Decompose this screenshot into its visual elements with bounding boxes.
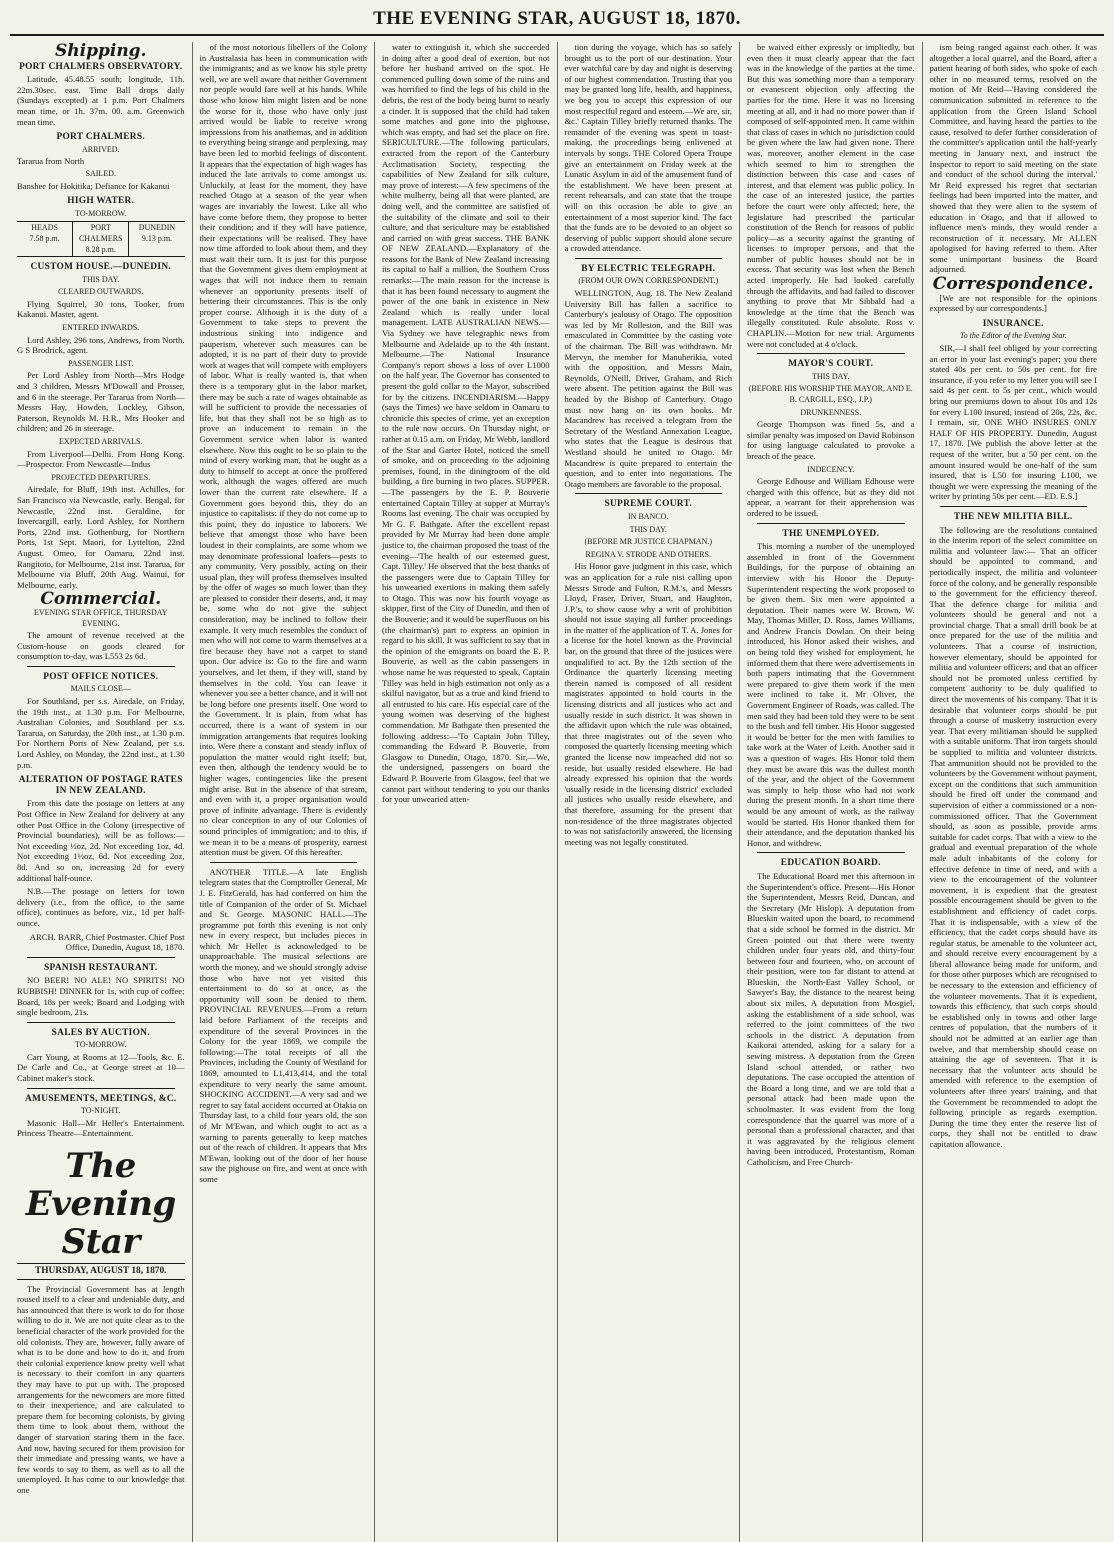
telegraph-sub: (FROM OUR OWN CORRESPONDENT.) [578,276,719,286]
divider [27,1022,175,1023]
entered-label: ENTERED INWARDS. [62,323,140,333]
divider [27,957,175,958]
court-sub: IN BANCO. [628,511,669,521]
this-day-label: THIS DAY. [82,274,120,284]
divider [757,523,905,524]
tide-cell: DUNEDIN 9.13 p.m. [138,223,176,243]
expected-label: EXPECTED ARRIVALS. [59,437,143,446]
commercial-text: The amount of revenue received at the Custom-house on goods cleared for consumption to-day, was L553 2s 6d. [17,630,185,662]
article-text: water to extinguish it, which she succeeded in doing after a good deal of exertion, but not before her husband arrived on the spot. He commenced pulling down some of the ruins and was horrified to find the legs of his child in the debris, the rest of the body being burnt to nearly a cinder. It is supposed that the child had taken some matches and gone into the pighouse, which was empty, and had set the place on fire. SERICULTURE.—The following particulars, extracted from the report of the Canterbury Acclimatisation Society, respecting the capabilities of New Zealand for silk culture, may prove of interest:—A few specimens of the white mulberry, being all that were planted, are doing well, and the committee are satisfied of the suitability of the climate and soil to their culture, and that sericulture may be established and carried on with great success. THE BANK OF NEW ZEALAND.—Explanatory of the reasons for the Bank of New Zealand increasing its capital to half a million, the Southern Cross remarks:—The main reason for the increase is that it has been found necessary to augment the power of the one bank in existence in New Zealand which is really under local management. LATE AUSTRALIAN NEWS.—Via Sydney we have telegraphic news from Melbourne and Adelaide up to the 4th instant. Melbourne.—The National Insurance Company's report shows a loss of over L1000 on the half year. The Governor has consented to present the gold collar to the Mayor, subscribed for by the citizens. INCENDIARISM.—Happy (says the Times) we have seldom in Oamaru to chronicle this species of crime, yet an exception to the rule now occurs. On Thursday night, or rather at 0.15 a.m. on Friday, Mr Webb, landlord of the Star and Garter Hotel, noticed the smell of smoke, and on proceeding to the adjoining premises, found, in the diningroom of the old building, a fire burning in two places. SUPPER.—The passengers by the E. P. Bouverie entertained Captain Tilley at supper at Murray's Rooms last evening. The chair was occupied by Mr G. F. Bathgate. After the excellent repast provided by Mr Murray had been done ample justice to, the chairman proposed the toast of the evening—'The health of our esteemed guest, Capt. Tilley.' He observed that the best thanks of the passengers were due to Captain Tilley for his unwearied exertions in making them safely to Otago. This was now his fourth voyage as skipper, first of the City of Dunedin, and then of the Bouverie; and it would be superfluous on his (the chairman's) part to express an opinion in regard to his skill. It was sufficient to say that in the opinion of the emigrants on board the E. P. Bouverie, as well as the cabin passengers in whose name he was requested to speak, Captain Tilley was held in high estimation not only as a skilful navigator, but as a true and kind friend to all entrusted to his care. His especial care of the young women was deserving of the highest commendation. Mr Bathgate then presented the following address:—'To Captain John Tilley, commanding the Edward P. Bouverie, from Glasgow to Dunedin, Otago, 1870. Sir,—We, the undersigned, passengers on board the Edward P. Bouverie from Glasgow, feel that we cannot part without tendering to you our thanks for your unwearied atten- [382,42,550,805]
post-office-heading: POST OFFICE NOTICES. [43,671,159,682]
amusements-text: Masonic Hall—Mr Heller's Entertainment. Princess Theatre—Entertainment. [17,1117,185,1139]
divider [940,506,1088,507]
columns [10,42,1104,1542]
nb-text: N.B.—The postage on letters for town delivery (i.e., from the office, to the same office), continues as before, viz., 1d per half-ounce. [17,886,185,928]
masthead: THE EVENING STAR, AUGUST 18, 1870. [10,8,1104,36]
education-heading: EDUCATION BOARD. [780,858,881,869]
divider [27,1088,175,1089]
court-day: THIS DAY. [629,524,667,534]
dateline: THURSDAY, AUGUST 18, 1870. [17,1263,185,1280]
mayor-text: George Edhouse and William Edhouse were charged with this offence, but as they did not appear, a warrant for their apprehension was ordered to be issued. [747,476,915,518]
divider [210,862,358,863]
article-text: of the most notorious libellers of the Colony in Australasia has been in communication with the immigrants; and as we know his style pretty well, we are well aware that neither Government nor people would fare well at his hands. While those who know him might listen and be none the worse for it, those who have only just arrived would be liable to receive wrong impressions from his anathemas, and in addition to everything being strange and perplexing, may have been led to morbid feelings of discontent. It appears that the expectation of high wages has induced the late arrivals to come amongst us. Unluckily, at least for the moment, they have reached Otago at a season of the year when wages are invariably the lowest. Like all who have come before them, they propose to better their condition; and if they will have patience, their expectations will be realised. They have now time afforded to look about them, and they must wait their turn. It is just for this purpose that the Government gives them employment at wages that will not induce them to remain whenever an opportunity presents itself of bettering their circumstances. This is the only proper course. Although it is the duty of a Government to take steps to prevent the industrious sinking into indigence and pauperism, wherever such measures can be adopted, it is no part of their duty to provide work at wages that will compete with employers of labor. What is really wanted is, that when there is a temporary glut in the labor market, there may be such a rate of wages obtainable as will be sufficient to provide the necessaries of life, but that they shall not be so high as to prove an inducement to remain in the Government service when labor is wanted elsewhere. Now this ought to be so plain to the mind of every working man, that he ought as a duty to himself to accept at once the proffered work, although the wages offered are much lower than the current rate elsewhere. If a Government goes beyond this, they do an injustice to capitalists: if they do not come up to this point, they do injustice to laborers. We believe that amongst those who have been loudest in their complaints, are some whom we may denominate professional loafers—pests to any community. Very possibly, acting on their usual plan, they will profess themselves insulted by the offer of wages so much lower than they are pleased to consider their deserts, and, it may be, some who do not give the subject consideration, may be inclined to follow their example. It very much resembles the conduct of men who will not come to warm themselves at a fire because they have not a carpet to stand upon. Our advice is: Go to the fire and warm yourselves, and let them, if they will, stand by themselves in the cold. You can leave it whenever you see a better chance, and it will not be long before one presents itself. One word to the Government. It is plain, from what has occurred, there is a want of system in our immigration arrangements that requires looking into. Were there a constant and steady influx of population the matter would right itself; but, even then, although the tendency would be to higher wages, contingencies like the present might arise. But in the absence of that stream, and even with it, a proper organisation would prove of infinite advantage. There is evidently no clear conception in any of our Colonies of sound principles of immigration; and to this, if we mean it to be a means of prosperity, earnest attention must be given. Of this hereafter. [199,42,368,858]
projected-text: Airedale, for Bluff, 19th inst. Achilles, for San Francisco via Newcastle, early. Bengal, for Newcastle, 22nd inst. Geraldine, for Invercargill, early. Lord Ashley, for Northern Ports, 22nd inst. Gothenburg, for Northern Ports, 1st Sept. Maori, for Lyttelton, 22nd August. Omeo, for Oamaru, 22nd inst. Rangitoto, for Melbourne, 21st inst. Tararua, for Melbourne via Bluff, 20th Aug. Wainui, for Melbourne, early. [17,484,185,590]
column-2 [193,42,376,1542]
article-text: tion during the voyage, which has so safely brought us to the port of our destination. Your ever watchful care by day and night is deserving of our highest commendation. Trusting that you may be granted long life, health, and happiness, we beg you to accept this expression of our most respectful regard and esteem.—We are, sir, &c.' Captain Tilley briefly returned thanks. The remainder of the evening was spent in toast-making, the proceedings being enlivened at intervals by songs. THE Colored Opera Troupe give an entertainment on Friday week at the Lunatic Asylum in aid of the amusement fund of the establishment. We have been present at recent rehearsals, and can state that the troupe will on this occasion be able to give an entertainment of a most superior kind. The fact that the funds are to be devoted to an object so deserving of public support should alone secure a crowded attendance. [564,42,732,254]
observatory-heading: PORT CHALMERS OBSERVATORY. [19,61,183,72]
post-text: For Southland, per s.s. Airedale, on Friday, the 19th inst., at 1.30 p.m. For Melbourne, Australian Colonies, and Southland per s.s. Tararua, on Saturday, the 20th inst., at 1.30 p.m. For Northern Ports of New Zealand, per s.s. Lord Ashley, on Monday, the 22nd inst., at 1.30 p.m. [17,696,185,770]
alteration-text: From this date the postage on letters at any Post Office in New Zealand for delivery at any other Post Office in the Colony (irrespective of Provincial boundaries), will be as follows:— Not exceeding ½oz, 2d. Not exceeding 1oz, 4d. Not exceeding 1½oz, 6d. Not exceeding 2oz, 8d. And so on, increasing 2d for every additional half-ounce. [17,798,185,883]
shipping-heading: Shipping. [55,42,147,61]
entered-text: Lord Ashley, 296 tons, Andrews, from North. G S Brodrick, agent. [17,334,185,356]
sales-sub: TO-MORROW. [75,1040,127,1050]
insurance-to: To the Editor of the Evening Star. [959,331,1067,341]
telegraph-heading: BY ELECTRIC TELEGRAPH. [581,263,716,274]
court-text: His Honor gave judgment in this case, which was an application for a rule nisi calling upon Messrs Strode and Fulton, R.M.'s, and Messrs Lloyd, Fraser, Driver, Stuart, and Haughton, J.P.'s, to show cause why a writ of prohibition should not issue staying all further proceedings in the matter of the application of T. A. Jones for a license for the hotel known as the Provincial bar, on the ground that three of the justices were unqualified to act. By the 12th section of the Ordinance the quarterly licensing meeting therein named is composed of all resident magistrates appointed to hold courts in the licensing districts and all justices who act and usually reside in such district. It was shown in the affidavit upon which the rule was obtained, that three magistrates out of the seven who composed the quarterly licensing meeting which granted the license now impeached did not so reside, but usually resided elsewhere. He had already expressed his opinion that the words 'usually reside in the licensing district' excluded all justices who usually reside elsewhere, and that therefore, assuming for the present that non-residence of the three magistrates objected to was not satisfactorily answered, the licensing meeting was not legally constituted. [564,561,732,847]
sales-text: Carr Young, at Rooms at 12—Tools, &c. E. De Carle and Co., at George street at 10—Cabinet maker's stock. [17,1051,185,1084]
spanish-heading: SPANISH RESTAURANT. [43,962,158,973]
court-case: REGINA V. STRODE AND OTHERS. [585,549,711,559]
high-water-heading: HIGH WATER. [67,196,135,207]
postmaster-signature: ARCH. BARR, Chief Postmaster. Chief Post Office, Dunedin, August 18, 1870. [29,931,185,953]
commercial-heading: Commercial. [40,589,162,610]
custom-house-heading: CUSTOM HOUSE.—DUNEDIN. [30,262,172,273]
cleared-text: Flying Squirrel, 30 tons, Tooker, from Kakanui. Master, agent. [17,298,185,320]
leader-text: The Provincial Government has at length roused itself to a clear and undeniable duty, and has announced that there is work to do for those willing to do it. We are not quite clear as to the beneficial character of the work provided for the old colonists. They are, however, fully aware of what is to be done and how to do it, and from their colonial experience know pretty well what is necessary to their comfort in any quarters they may have to put up with. The proposed arrangements for the newcomers are more fitted to their inexperience, and are calculated to prepare them for becoming colonists, by giving them time to look about them, without the danger of starvation staring them in the face. And now, having secured for them provision for their immediate and pressing wants, we have a few words to say to them, as well as to all the unemployed. It has come to our knowledge that one [17,1283,185,1495]
correspondence-heading: Correspondence. [932,274,1094,295]
column-6 [923,42,1105,1542]
divider [575,258,723,259]
alteration-heading: ALTERATION OF POSTAGE RATES IN NEW ZEALAND. [18,775,183,796]
unemployed-text: This morning a number of the unemployed assembled in front of the Government Buildings, for the purpose of obtaining an interview with his Honor the Deputy-Superintendent respecting the work proposed to be given them. Six men were appointed a deputation. Their names were W. Brown, W. May, Thomas Miller, D. Ross, James Williams, and Andrew Francis Dowlan. On their being introduced, his Honor asked their wishes, and on being told they wished for employment, he informed them that there were advertisements in both papers intimating that the Government were prepared to give them work if the men were inclined to take it. Mr Oliver, the Government Engineer of Roads, was called. The men said they had been told they were to be sent to the bush and fell timber. His Honor suggested it would be better for the men with families to take work at the Water of Leith. Another said it was a question of wages. His Honor told them they must be aware this was the dullest month of the year, and the object of the Government was simply to help those who had not work during the present month. In a short time there would be any amount of work, as the railway would be started. His Honor thanked them for their attendance, and the deputation thanked his Honor, and withdrew. [747,541,915,848]
mails-close-label: MAILS CLOSE— [70,684,131,694]
commercial-sub: EVENING STAR OFFICE, THURSDAY EVENING. [33,607,168,628]
mayor-sub: DRUNKENNESS. [800,407,862,417]
sales-heading: SALES BY AUCTION. [51,1027,150,1038]
arrived-label: ARRIVED. [81,144,120,154]
sailed-text: Banshee for Hokitika; Defiance for Kakanui [17,180,170,191]
cleared-label: CLEARED OUTWARDS. [58,287,144,297]
tomorrow-label: TO-MORROW. [75,208,127,218]
correspondence-note: [We are not responsible for the opinions expressed by our correspondents.] [929,292,1097,314]
tide-table [17,221,185,257]
insurance-heading: INSURANCE. [982,318,1044,329]
mayor-text: George Thompson was fined 5s, and a similar penalty was imposed on David Robinson for using language calculated to provoke a breach of the peace. [747,419,915,461]
amusements-heading: AMUSEMENTS, MEETINGS, &C. [24,1093,177,1104]
port-heading: PORT CHALMERS. [56,132,146,143]
mayor-before: (BEFORE HIS WORSHIP THE MAYOR, AND E. B. CARGILL, ESQ., J.P.) [748,384,913,404]
tide-cell: HEADS 7.58 p.m. [17,222,73,256]
column-5 [740,42,923,1542]
sailed-label: SAILED. [85,168,116,178]
article-text: be waived either expressly or impliedly, but even then it must clearly appear that the fact was in the knowledge of the parties at the time. But this was something more than a temporary or evanescent objection only affecting the parties for the time. Here it was no licensing meeting at all, and it had no more power than if composed of self-appointed men. It came within that class of cases in which no jurisdiction could be given where the law had given none. There was, moreover, another element in the case which seemed to him to strengthen the distinction between this case and cases of interest, and that element was public policy. In the case of an interested justice, the parties before the court were only affected; here, the legislature had prescribed the particular constitution of the Bench for reasons of public policy—as a security against the granting of licenses to improper persons, and that the number of public houses should not be in excess. That security was lost when the Bench acted improperly. He had looked carefully through the affidavits, and had failed to discover anything to prove that Mr Sibbald had a knowledge at the time that the Bench was illegally constituted. Rule absolute. Ross v. CHAPLIN.—Motion for new trial. Arguments were not concluded at 4 o'clock. [747,42,915,349]
telegraph-text: WELLINGTON, Aug. 18. The New Zealand University Bill has fallen a sacrifice to Canterbury's jealousy of Otago. The opposition was led by Mr Rolleston, and the Bill was emasculated in Committee by the casting vote of the chairman. The Bill was withdrawn. Mr Mervyn, the member for Manuherikia, voted with the opposition, and Messrs Main, Reynolds, O'Neill, Driver, Graham, and Rich were absent. The petition against the Bill was headed by the Bishop of Canterbury. Otago must now hang on its own hooks. Mr Macandrew has received a telegram from the Secretary of the Westland Annexation League, who states that the League is desirous that Westland should be united to Otago. Mr Macandrew is quite prepared to entertain the question, and to enter into negotiations. The Otago members are favorable to the proposal. [564,288,732,489]
divider [757,852,905,853]
insurance-text: SIR,—I shall feel obliged by your correcting an error in your last evening's paper; you there stated 40s per cent. to 50s per cent. for fire insurance, if you refer to my letter you will see I said 4s per cent. to 5s per cent., which would bring our premiums down to about 10s and 12s for every L100 insured, instead of 20s, 22s, &c. I remain, sir, ONE WHO INSURES ONLY HALF OF HIS PROPERTY. Dunedin, August 17, 1870. [We publish the above letter at the request of the writer, but a 50 per cent. on the amount insured would be one-half of the sum insured, that is L50 for insuring L100, we thought we were expressing the meaning of the writer by printing 50s per cent.—ED. E.S.] [929,343,1097,502]
divider [575,493,723,494]
militia-heading: THE NEW MILITIA BILL. [953,511,1073,522]
militia-text: The following are the resolutions contained in the interim report of the select committee on militia and volunteer law:— That an officer should be appointed to command, and periodically inspect, the militia and volunteer force of the colony, and be generally responsible to the government for the efficiency thereof. That the defence charge for militia and volunteers should be general and not a provincial charge. That a small drill book be at once prepared for the use of the militia and volunteers. That a course of instruction, however elementary, should be appointed for militia and volunteer officers; and that an officer should not be promoted unless certified by competent authority to be duly qualified to direct the movements of his company. That it is desirable that volunteer corps should be put through a course of musketry instruction every year. That every militiaman should be supplied with a suitable uniform. That iron targets should be supplied to militia and volunteer districts. That ammunition should not be provided to the volunteers by the Government without payment, except on the conditions that such ammunition should be fired off under the command and supervision of either a commissioned or a non-commissioned officer. That the Government should, as soon as possible, provide arms suitable for cadet corps. That with a view to the gradual and eventual preparation of the whole male adult inhabitants of the colony for effective defence in time of need, and with a view to the encouragement of the volunteer movement, it is expedient that the greatest possible encouragement should be given to the establishment and efficiency of cadet corps. That it is indispensable, with a view of the efficiency, that the cadet corps should have its regular status, be amenable to the volunteer act, and should receive every encouragement by a liberal allowance being made for uniform, and for those other purposes which are recognised to be necessary to the extension and efficiency of the volunteer movements. That it is expedient, towards this efficiency, that such corps should be established only in towns and other large centres of population, that the numbers of it should not be admitted at an earlier age than twelve, and that membership should cease on attaining the age of seventeen. That it is necessary that the volunteer acts should be amended with reference to the exemption of volunteers after three years' training, and that the Government be recommended to adopt the following principle as regards exemption. During the time they enter the reserve list of corps, they shall not be entitled to draw capitation allowance. [929,524,1097,1149]
court-judge: (BEFORE MR JUSTICE CHAPMAN.) [584,537,713,547]
mayors-court-heading: MAYOR'S COURT. [788,359,874,370]
expected-text: From Liverpool—Delhi. From Hong Kong.—Prospector. From Newcastle—Indus [17,448,185,470]
passenger-text: Per Lord Ashley from North—Mrs Hodge and 3 children, Messrs M'Dowall and Prosser, and 6 in the steerage. Per Tararua from North—Messrs Hay, Howden, Lockley, Gibson, Paterson, Reynolds M. H.R., Mrs Hooker and children; and 26 in steerage. [17,370,185,434]
education-text: The Educational Board met this afternoon in the Superintendent's office. Present—His Honor the Superintendent, Messrs Reid, Duncan, and the Secretary (Mr Hislop). A deputation from Blueskin waited upon the board, to recommend that a side school be formed in the district. Mr Green pointed out that there were twenty children under four years old, and thirty-four between four and fourteen, who, on account of their position, were too far distant to attend at Blueskin, the North-East Valley School, or Sawyer's Bay, the distance to the nearest being about six miles. A deputation from Mosgiel, asking the establishment of a side school, was referred to the joint committees of the two schools in the district. A deputation from Kaikorai attended, asking for a salary for a sewing mistress. A deputation from the Green Island school attended, or rather two deputations. The case occupied the attention of the Board a long time, and we are told that a personal attack had been made upon the schoolmaster. It was evident from the long correspondence that the quarrel was more of a personal than a professional character, and that it was aggravated by the religious element having been introduced, Protestantism, Roman Catholicism, and Free Church- [747,870,915,1167]
column-4 [558,42,741,1542]
projected-label: PROJECTED DEPARTURES. [51,472,151,482]
supreme-court-heading: SUPREME COURT. [604,499,693,510]
article-text: ism being ranged against each other. It was altogether a local quarrel, and the Board, after a patient hearing of both sides, who spoke of each other in no measured terms, resolved on the motion of Mr Reid—'Having considered the communication submitted in reference to the application from the Green Island School Committee, and having heard the parties to the cause, resolved to defer further consideration of the committee's application until the half-yearly meeting in January next, and instruct the Inspector to report to said meeting on the state and conduct of the school during the interval.' Mr Reid expressed his regret that sectarian feelings had been imported into the matter, and showed that they were alien to the system of education in Otago, and that if allowed to influence men's minds, they would render a reconstruction of it necessary. Mr ALLEN apologised for having referred to them. After some unimportant business the Board adjourned. [929,42,1097,275]
tide-cell: PORT CHALMERS 8.28 p.m. [73,222,129,256]
divider [757,353,905,354]
passenger-label: PASSENGER LIST. [68,358,134,368]
divider [27,666,175,667]
amusements-sub: TO-NIGHT. [81,1106,121,1116]
unemployed-heading: THE UNEMPLOYED. [782,528,880,539]
column-3 [375,42,558,1542]
spanish-text: NO BEER! NO ALE! NO SPIRITS! NO RUBBISH! DINNER for 1s, with cup of coffee; Board, 18s per week; Board and Lodging with single bedroom, 21s. [17,975,185,1018]
paper-title: The Evening Star [25,1146,176,1263]
mayor-day: THIS DAY. [812,371,850,381]
mayor-sub: INDECENCY. [807,464,855,474]
arrived-text: Tararua from North [17,156,85,167]
article-text: ANOTHER TITLE.—A late English telegram states that the Comptroller General, Mr J. E. FitzGerald, has had conferred on him the title of Companion of the order of St. Michael and St. George. MASONIC HALL.—The programme put forth this evening is not only new in every respect, but includes pieces in which Mr Heller is acknowledged to be unapproachable. The musical selections are worth the money, and we should strongly advise those who have not yet visited this entertainment to do so at once, as the opportunity will soon be denied to them. PROVINCIAL REVENUES.—From a return laid before Parliament of the receipts and expenditure of the several Provinces in the Colony for the year 1869, we compile the following:—The total receipts of all the Provinces, including the County of Westland for 1869, amounted to L1,413,414, and the total expenditure to very nearly the same amount. SHOCKING ACCIDENT.—A very sad and we regret to say fatal accident occurred at Otakia on Thursday last, to a child four years old, the son of Mr M'Ewan, and which ought to act as a warning to parents generally to keep matches out of the reach of children. It appears that Mrs M'Ewan, looking out of the door of her house saw the pighouse on fire, and went at once with some [199,866,367,1184]
observatory-text: Latitude, 45.48.55 south; longitude, 11h. 22m.30sec. east. Time Ball drops daily (Sundays excepted) at 1 p.m. Port Chalmers mean time, or 1h. 37m. 00. a.m. Greenwich mean time. [17,74,185,127]
column-1 [10,42,193,1542]
